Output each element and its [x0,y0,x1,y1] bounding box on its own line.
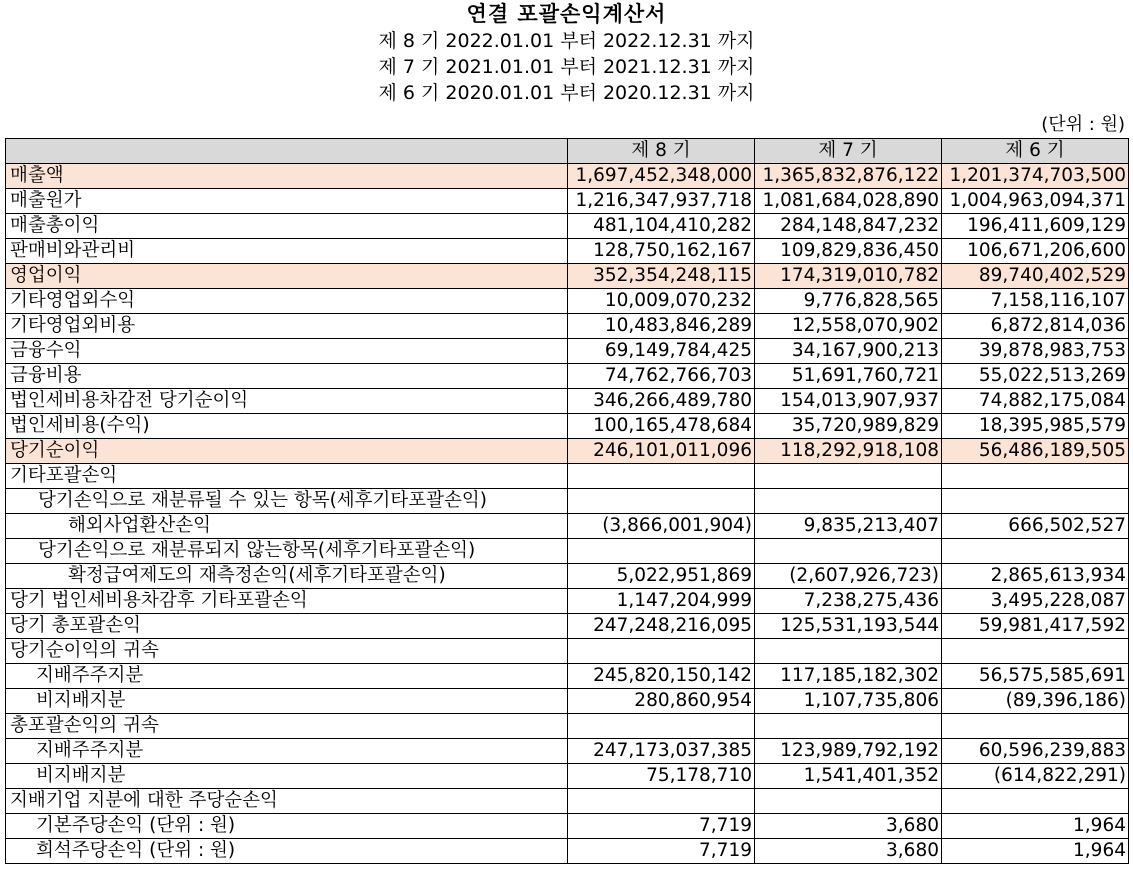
table-row [6,264,1129,289]
row-label: 당기순이익의 귀속 [6,639,568,664]
table-row [6,664,1129,689]
value-period-6: 39,878,983,753 [942,339,1129,364]
value-period-7 [755,489,942,514]
value-period-8: 10,009,070,232 [568,289,755,314]
value-period-8: 247,173,037,385 [568,739,755,764]
value-period-6 [942,539,1129,564]
row-label: 매출액 [6,164,568,189]
value-period-7: 117,185,182,302 [755,664,942,689]
row-label: 확정급여제도의 재측정손익(세후기타포괄손익) [6,564,568,589]
value-period-8: 7,719 [568,814,755,839]
statement-header [0,0,1133,138]
value-period-8: 247,248,216,095 [568,614,755,639]
value-period-7: (2,607,926,723) [755,564,942,589]
row-label: 비지배지분 [6,689,568,714]
table-row [6,789,1129,814]
value-period-6: 1,964 [942,839,1129,864]
value-period-8 [568,789,755,814]
table-row [6,839,1129,864]
value-period-7: 9,835,213,407 [755,514,942,539]
value-period-6: 74,882,175,084 [942,389,1129,414]
table-row [6,464,1129,489]
value-period-6: 6,872,814,036 [942,314,1129,339]
table-row [6,814,1129,839]
value-period-8 [568,464,755,489]
row-label: 지배주주지분 [6,739,568,764]
value-period-8: 69,149,784,425 [568,339,755,364]
value-period-6: 1,964 [942,814,1129,839]
header-period-6: 제 6 기 [942,139,1129,164]
value-period-7: 123,989,792,192 [755,739,942,764]
value-period-7: 1,081,684,028,890 [755,189,942,214]
value-period-6: 106,671,206,600 [942,239,1129,264]
table-row [6,539,1129,564]
row-label: 금융수익 [6,339,568,364]
value-period-7 [755,789,942,814]
value-period-8: 100,165,478,684 [568,414,755,439]
row-label: 기타포괄손익 [6,464,568,489]
value-period-6: 2,865,613,934 [942,564,1129,589]
header-period-8: 제 8 기 [568,139,755,164]
row-label: 지배주주지분 [6,664,568,689]
value-period-6: 55,022,513,269 [942,364,1129,389]
value-period-6: 56,486,189,505 [942,439,1129,464]
value-period-8: (3,866,001,904) [568,514,755,539]
value-period-8: 128,750,162,167 [568,239,755,264]
row-label: 기본주당손익 (단위 : 원) [6,814,568,839]
value-period-6: 1,201,374,703,500 [942,164,1129,189]
row-label: 총포괄손익의 귀속 [6,714,568,739]
income-statement-table [5,138,1129,864]
table-row [6,614,1129,639]
value-period-7: 1,107,735,806 [755,689,942,714]
row-label: 당기 법인세비용차감후 기타포괄손익 [6,589,568,614]
value-period-7: 174,319,010,782 [755,264,942,289]
row-label: 당기손익으로 재분류될 수 있는 항목(세후기타포괄손익) [6,489,568,514]
row-label: 당기순이익 [6,439,568,464]
value-period-8: 5,022,951,869 [568,564,755,589]
value-period-6: 1,004,963,094,371 [942,189,1129,214]
statement-title: 연결 포괄손익계산서 [466,2,667,26]
value-period-7: 284,148,847,232 [755,214,942,239]
table-row [6,314,1129,339]
value-period-7: 34,167,900,213 [755,339,942,364]
value-period-7: 3,680 [755,839,942,864]
table-row [6,514,1129,539]
value-period-6 [942,789,1129,814]
value-period-8 [568,714,755,739]
value-period-8: 1,216,347,937,718 [568,189,755,214]
value-period-7: 35,720,989,829 [755,414,942,439]
header-label-cell [6,139,568,164]
period-line-7: 제 7 기 2021.01.01 부터 2021.12.31 까지 [378,56,755,78]
value-period-7: 1,541,401,352 [755,764,942,789]
value-period-6: 18,395,985,579 [942,414,1129,439]
value-period-6 [942,464,1129,489]
value-period-7: 9,776,828,565 [755,289,942,314]
value-period-7 [755,714,942,739]
value-period-8: 1,147,204,999 [568,589,755,614]
value-period-8: 481,104,410,282 [568,214,755,239]
table-row [6,164,1129,189]
value-period-8: 7,719 [568,839,755,864]
row-label: 매출원가 [6,189,568,214]
value-period-8: 74,762,766,703 [568,364,755,389]
value-period-7: 51,691,760,721 [755,364,942,389]
period-line-8: 제 8 기 2022.01.01 부터 2022.12.31 까지 [378,30,755,52]
value-period-7 [755,464,942,489]
row-label: 지배기업 지분에 대한 주당순손익 [6,789,568,814]
value-period-7: 12,558,070,902 [755,314,942,339]
table-row [6,589,1129,614]
period-line-6: 제 6 기 2020.01.01 부터 2020.12.31 까지 [378,82,755,104]
table-row [6,414,1129,439]
row-label: 희석주당손익 (단위 : 원) [6,839,568,864]
row-label: 비지배지분 [6,764,568,789]
row-label: 매출총이익 [6,214,568,239]
value-period-7: 1,365,832,876,122 [755,164,942,189]
table-row [6,489,1129,514]
table-row [6,564,1129,589]
value-period-8: 352,354,248,115 [568,264,755,289]
row-label: 당기 총포괄손익 [6,614,568,639]
value-period-7 [755,539,942,564]
value-period-6: 7,158,116,107 [942,289,1129,314]
value-period-7: 3,680 [755,814,942,839]
table-row [6,339,1129,364]
table-row [6,739,1129,764]
value-period-8: 280,860,954 [568,689,755,714]
value-period-8: 1,697,452,348,000 [568,164,755,189]
row-label: 당기손익으로 재분류되지 않는항목(세후기타포괄손익) [6,539,568,564]
value-period-7: 7,238,275,436 [755,589,942,614]
value-period-7: 118,292,918,108 [755,439,942,464]
value-period-6: 196,411,609,129 [942,214,1129,239]
table-row [6,764,1129,789]
value-period-6: 56,575,585,691 [942,664,1129,689]
value-period-6: 3,495,228,087 [942,589,1129,614]
table-row [6,289,1129,314]
value-period-6: (614,822,291) [942,764,1129,789]
value-period-8: 75,178,710 [568,764,755,789]
table-row [6,214,1129,239]
value-period-6: 60,596,239,883 [942,739,1129,764]
value-period-6: 89,740,402,529 [942,264,1129,289]
value-period-6: 59,981,417,592 [942,614,1129,639]
unit-label: (단위 : 원) [1041,114,1125,135]
value-period-8: 246,101,011,096 [568,439,755,464]
value-period-6 [942,639,1129,664]
value-period-8: 346,266,489,780 [568,389,755,414]
row-label: 법인세비용(수익) [6,414,568,439]
table-row [6,689,1129,714]
header-period-7: 제 7 기 [755,139,942,164]
table-row [6,389,1129,414]
row-label: 판매비와관리비 [6,239,568,264]
value-period-8: 10,483,846,289 [568,314,755,339]
table-header-row [6,139,1129,164]
value-period-8 [568,639,755,664]
row-label: 해외사업환산손익 [6,514,568,539]
table-row [6,364,1129,389]
value-period-7 [755,639,942,664]
table-row [6,189,1129,214]
value-period-7: 154,013,907,937 [755,389,942,414]
value-period-6: 666,502,527 [942,514,1129,539]
value-period-8 [568,489,755,514]
table-row [6,714,1129,739]
table-row [6,439,1129,464]
row-label: 기타영업외수익 [6,289,568,314]
value-period-6 [942,489,1129,514]
table-row [6,239,1129,264]
value-period-7: 109,829,836,450 [755,239,942,264]
value-period-6: (89,396,186) [942,689,1129,714]
row-label: 금융비용 [6,364,568,389]
row-label: 기타영업외비용 [6,314,568,339]
value-period-8: 245,820,150,142 [568,664,755,689]
value-period-8 [568,539,755,564]
row-label: 영업이익 [6,264,568,289]
row-label: 법인세비용차감전 당기순이익 [6,389,568,414]
value-period-7: 125,531,193,544 [755,614,942,639]
value-period-6 [942,714,1129,739]
table-row [6,639,1129,664]
